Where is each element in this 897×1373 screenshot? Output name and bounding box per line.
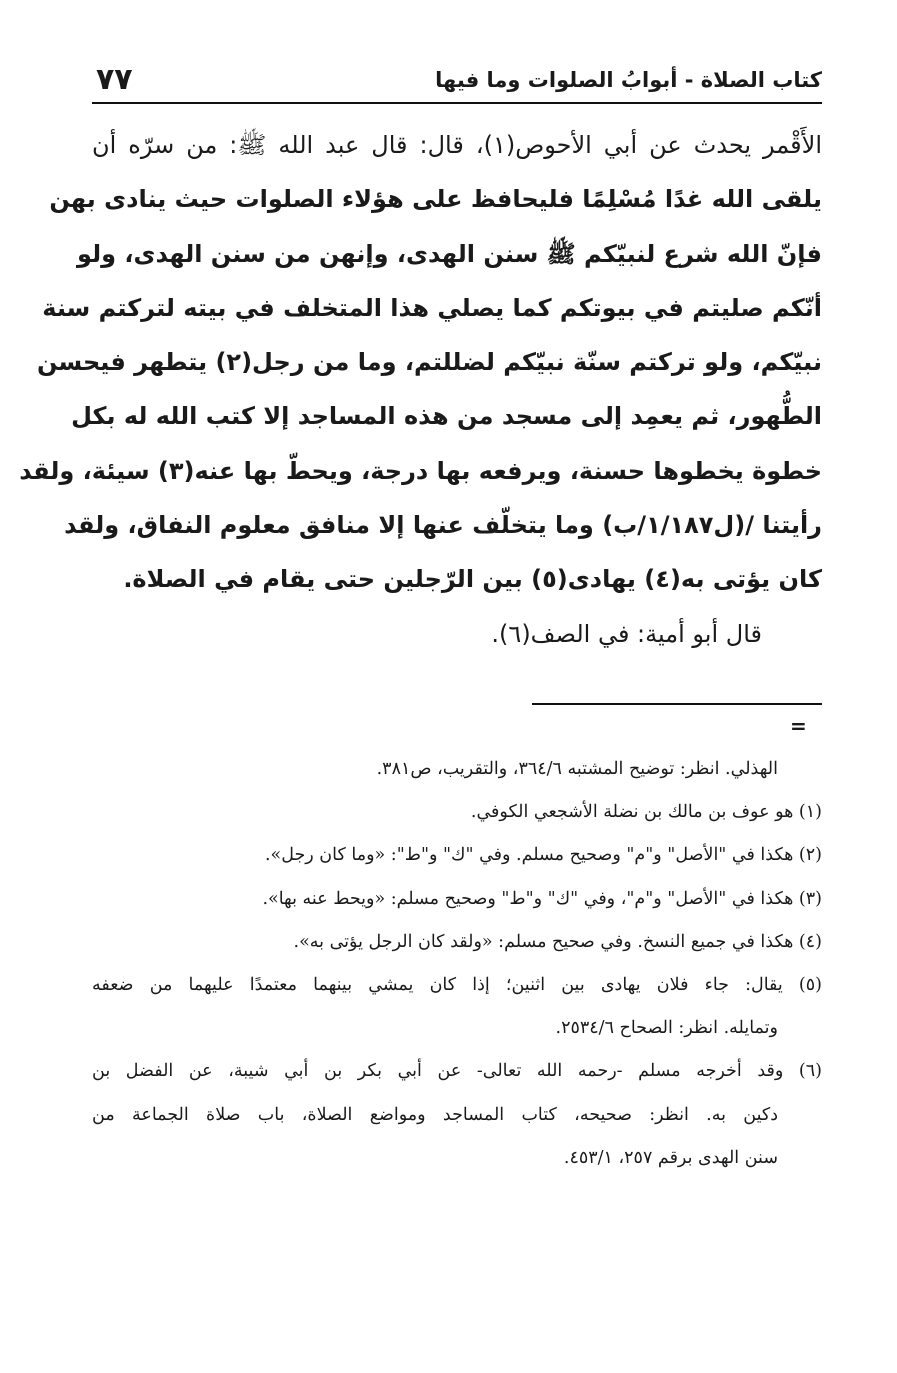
page-number: ٧٧ <box>96 62 133 97</box>
main-text <box>19 118 823 661</box>
main-text-line: أنّكم صليتم في بيوتكم كما يصلي هذا المتخلف في بيته لتركتم سنة <box>42 293 822 322</box>
main-text-line: الطُّهور، ثم يعمِد إلى مسجد من هذه المساجد إلا كتب الله له بكل <box>71 402 822 431</box>
closing-paragraph: قال أبو أمية: في الصف(٦). <box>491 619 762 648</box>
footnote-separator <box>532 703 822 705</box>
main-text-line: نبيّكم، ولو تركتم سنّة نبيّكم لضللتم، وما من رجل(٢) يتطهر فيحسن <box>36 348 822 377</box>
footnote-3: (٣) هكذا في "الأصل" و"م"، وفي "ك" و"ط" وصحيح مسلم: «ويحط عنه بها». <box>262 888 822 909</box>
footnote-4: (٤) هكذا في جميع النسخ. وفي صحيح مسلم: «ولقد كان الرجل يؤتى به». <box>293 931 822 952</box>
footnote-5-continued: وتمايله. انظر: الصحاح ٢٥٣٤/٦. <box>555 1018 778 1039</box>
main-text-line: يلقى الله غدًا مُسْلِمًا فليحافظ على هؤلاء الصلوات حيث ينادى بهن <box>49 185 822 214</box>
footnote-2: (٢) هكذا في "الأصل" و"م" وصحيح مسلم. وفي "ك" و"ط": «وما كان رجل». <box>264 845 822 866</box>
main-text-line: كان يؤتى به(٤) يهادى(٥) بين الرّجلين حتى يقام في الصلاة. <box>123 565 822 594</box>
running-header <box>92 62 822 104</box>
footnote-line: الهذلي. انظر: توضيح المشتبه ٣٦٤/٦، والتقريب، ص٣٨١. <box>376 759 778 779</box>
footnote-6-continued: دكين به. انظر: صحيحه، كتاب المساجد ومواضع الصلاة، باب صلاة الجماعة من <box>92 1104 778 1125</box>
main-text-line: رأيتنا /(ل١/١٨٧/ب) وما يتخلّف عنها إلا منافق معلوم النفاق، ولقد <box>64 511 822 540</box>
footnotes <box>92 748 822 1180</box>
footnote-1: (١) هو عوف بن مالك بن نضلة الأشجعي الكوفي. <box>470 802 822 823</box>
main-text-line: الأَقْمر يحدث عن أبي الأحوص(١)، قال: قال عبد الله ﷺ: من سرّه أن <box>92 131 823 159</box>
main-text-line: فإنّ الله شرع لنبيّكم ﷺ سنن الهدى، وإنهن من سنن الهدى، ولو <box>77 239 822 268</box>
footnote-6-continued: سنن الهدى برقم ٢٥٧، ٤٥٣/١. <box>563 1147 778 1168</box>
main-text-line: خطوة يخطوها حسنة، ويرفعه بها درجة، ويحطّ بها عنه(٣) سيئة، ولقد <box>19 456 822 485</box>
footnote-6: (٦) وقد أخرجه مسلم -رحمه الله تعالى- عن أبي بكر بن أبي شيبة، عن الفضل بن <box>92 1061 822 1082</box>
footnote-5: (٥) يقال: جاء فلان يهادى بين اثنين؛ إذا كان يمشي بينهما معتمدًا عليهما من ضعفه <box>92 974 822 995</box>
footnote-continuation-mark: = <box>790 714 807 738</box>
header-title: كتاب الصلاة - أبوابُ الصلوات وما فيها <box>435 68 822 92</box>
